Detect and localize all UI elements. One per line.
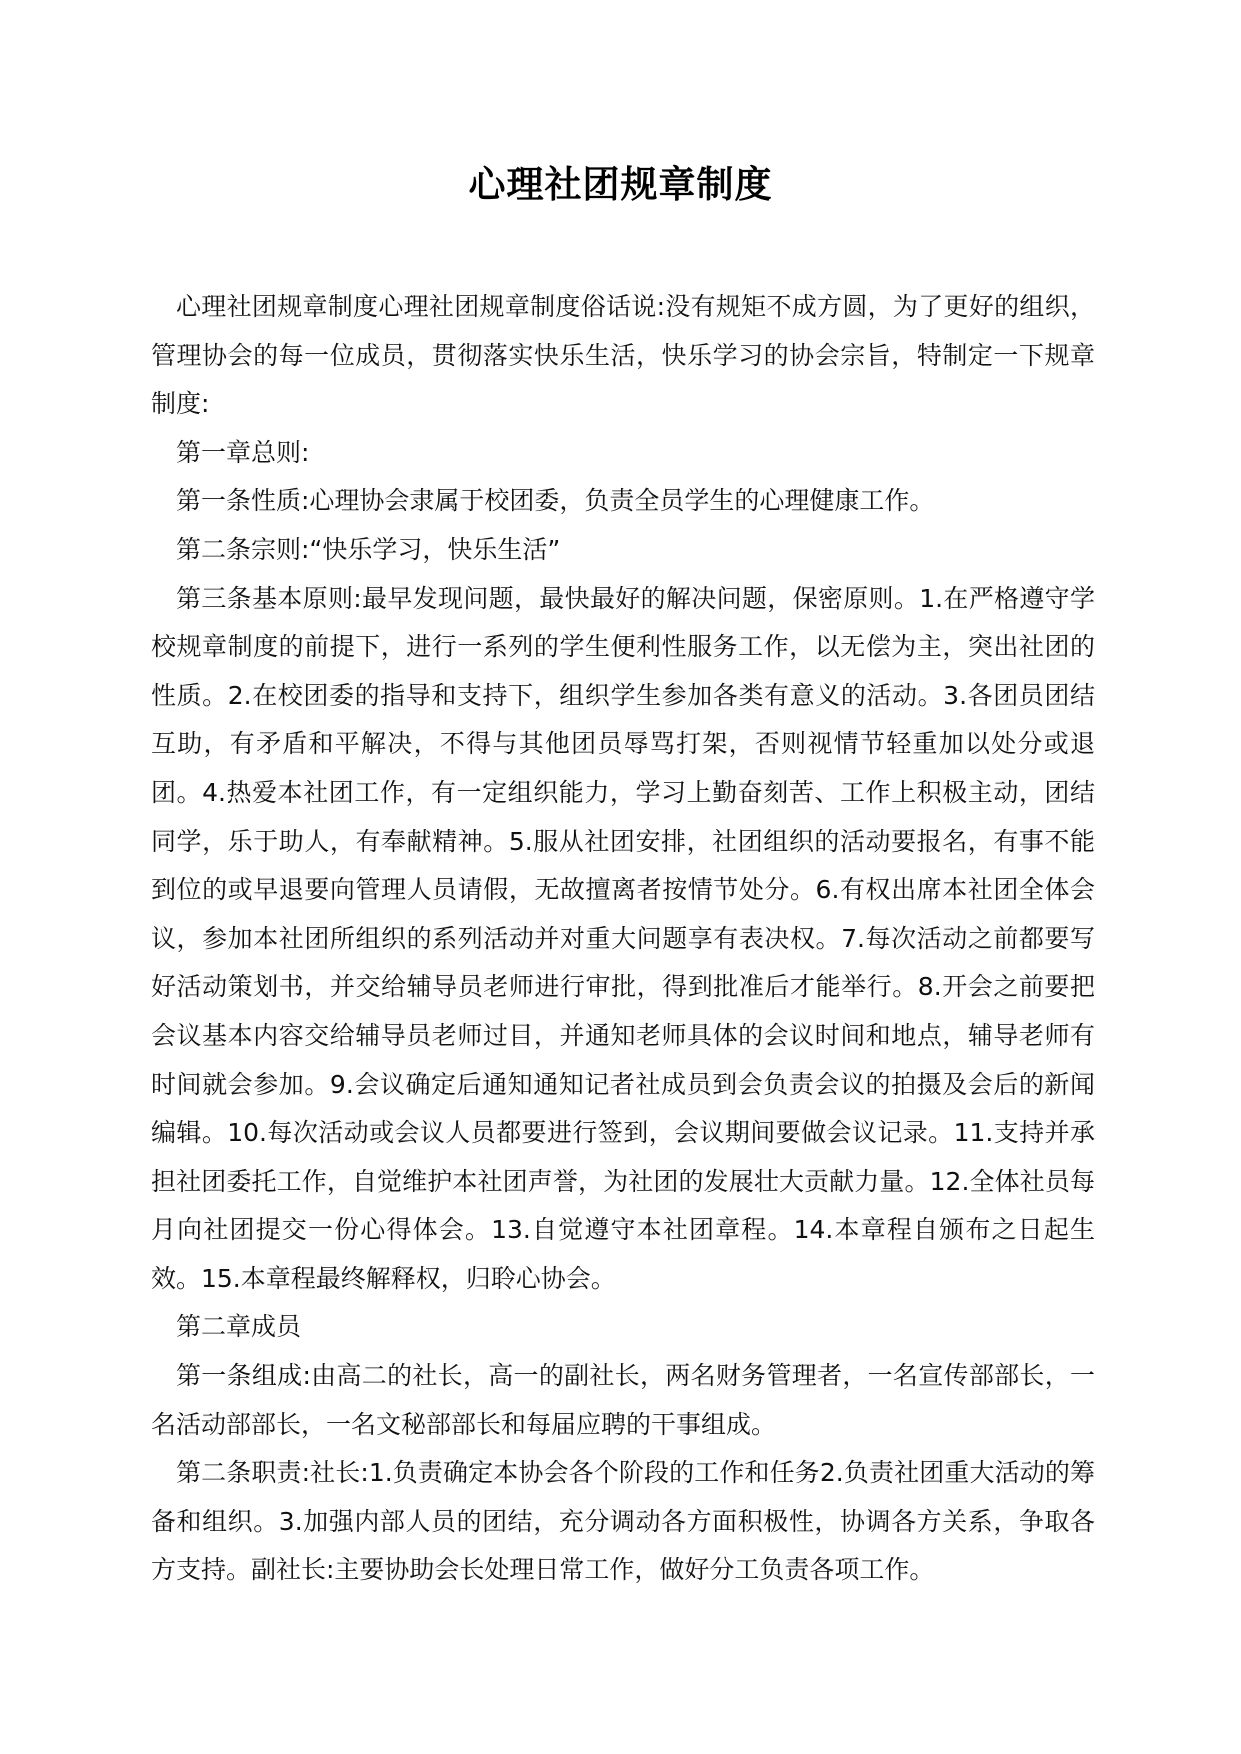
article-principles: 第三条基本原则:最早发现问题，最快最好的解决问题，保密原则。1.在严格遵守学校规章制度的前提下，进行一系列的学生便利性服务工作，以无偿为主，突出社团的性质。2.在校团委的指导和支持下，组织学生参加各类有意义的活动。3.各团员团结互助，有矛盾和平解决，不得与其他团员辱骂打架，否则视情节轻重加以处分或退团。4.热爱本社团工作，有一定组织能力，学习上勤奋刻苦、工作上积极主动，团结同学，乐于助人，有奉献精神。5.服从社团安排，社团组织的活动要报名，有事不能到位的或早退要向管理人员请假，无故擅离者按情节处分。6.有权出席本社团全体会议，参加本社团所组织的系列活动并对重大问题享有表决权。7.每次活动之前都要写好活动策划书，并交给辅导员老师进行审批，得到批准后才能举行。8.开会之前要把会议基本内容交给辅导员老师过目，并通知老师具体的会议时间和地点，辅导老师有时间就会参加。9.会议确定后通知通知记者社成员到会负责会议的拍摄及会后的新闻编辑。10.每次活动或会议人员都要进行签到，会议期间要做会议记录。11.支持并承担社团委托工作，自觉维护本社团声誉，为社团的发展壮大贡献力量。12.全体社员每月向社团提交一份心得体会。13.自觉遵守本社团章程。14.本章程自颁布之日起生效。15.本章程最终解释权，归聆心协会。	[151, 583, 1095, 1293]
article-purpose: 第二条宗则:“快乐学习，快乐生活”	[176, 534, 561, 564]
document-body	[151, 283, 1095, 1595]
article-duties: 第二条职责:社长:1.负责确定本协会各个阶段的工作和任务2.负责社团重大活动的筹备和组织。3.加强内部人员的团结，充分调动各方面积极性，协调各方关系，争取各方支持。副社长:主要协助会长处理日常工作，做好分工负责各项工作。	[151, 1458, 1095, 1585]
chapter-1-heading: 第一章总则:	[176, 437, 310, 467]
article-composition: 第一条组成:由高二的社长，高一的副社长，两名财务管理者，一名宣传部部长，一名活动部部长，一名文秘部部长和每届应聘的干事组成。	[151, 1361, 1095, 1439]
document-title: 心理社团规章制度	[468, 163, 773, 206]
article-nature: 第一条性质:心理协会隶属于校团委，负责全员学生的心理健康工作。	[176, 486, 935, 516]
chapter-2-heading: 第二章成员	[176, 1312, 302, 1342]
paragraph-intro: 心理社团规章制度心理社团规章制度俗话说:没有规矩不成方圆，为了更好的组织，管理协会的每一位成员，贯彻落实快乐生活，快乐学习的协会宗旨，特制定一下规章制度:	[151, 292, 1095, 419]
